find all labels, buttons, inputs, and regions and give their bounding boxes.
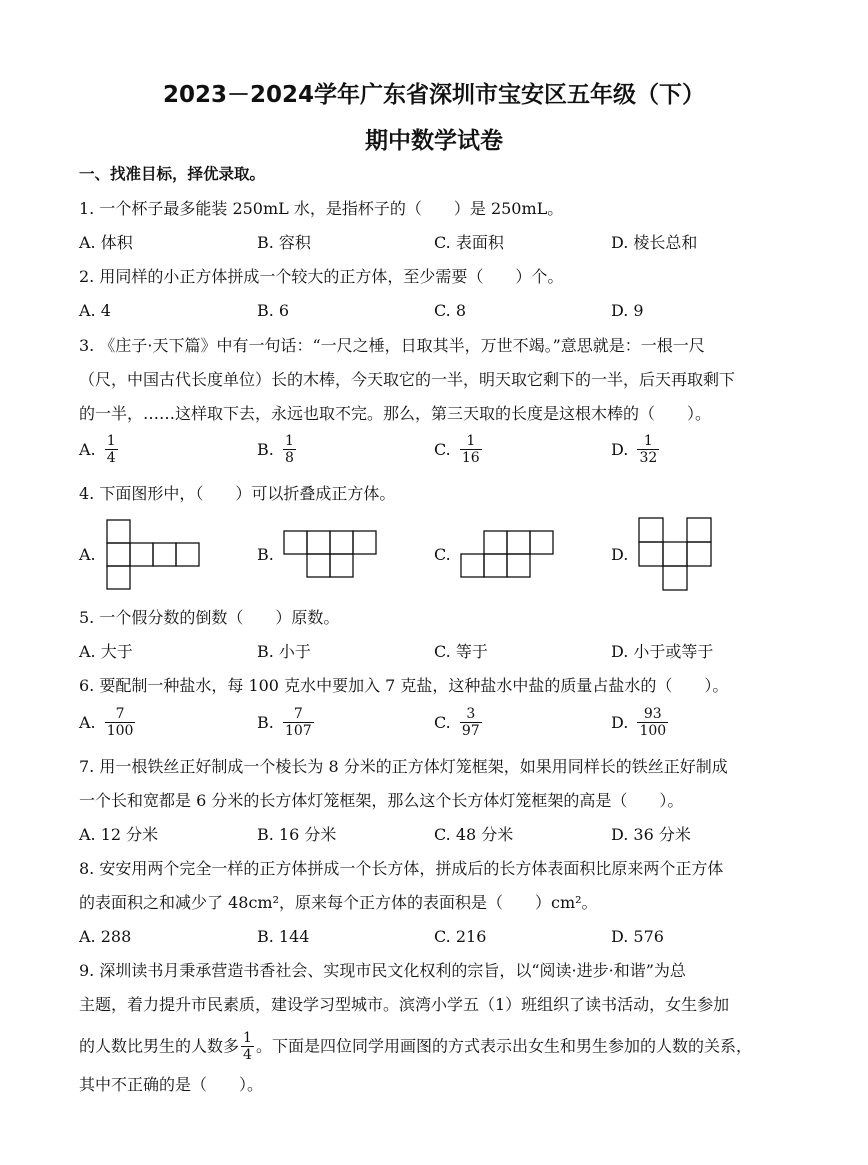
fraction-numerator: 1 (460, 433, 482, 450)
q8-option-d[interactable]: D. 576 (611, 927, 664, 946)
q4-option-c-label[interactable]: C. (434, 545, 451, 564)
option-label: A. (79, 712, 96, 732)
question-6-stem: 6. 要配制一种盐水，每 100 克水中要加入 7 克盐，这种盐水中盐的质量占盐水的（ ）。 (79, 676, 729, 695)
q4-option-a-label[interactable]: A. (79, 545, 96, 564)
line-text: 。下面是四位同学用画图的方式表示出女生和男生参加的人数的关系， (255, 1036, 752, 1056)
question-8-stem-line-2: 的表面积之和减少了 48cm²，原来每个正方体的表面积是（ ）cm²。 (79, 893, 598, 912)
fraction-denominator: 4 (243, 1047, 252, 1063)
q8-option-c[interactable]: C. 216 (434, 927, 487, 946)
option-label: B. (257, 712, 274, 732)
fraction (105, 433, 118, 466)
fraction (637, 706, 668, 739)
option-label: A. (79, 439, 96, 459)
q1-option-d[interactable]: D. 棱长总和 (611, 233, 698, 252)
q3-option-d[interactable] (611, 433, 659, 466)
question-1-stem: 1. 一个杯子最多能装 250mL 水，是指杯子的（ ）是 250mL。 (79, 199, 564, 218)
question-9-stem-line-3 (79, 1030, 752, 1063)
fraction-numerator: 1 (637, 433, 659, 450)
fraction (637, 433, 659, 466)
q1-option-b[interactable]: B. 容积 (257, 233, 311, 252)
q3-option-a[interactable] (79, 433, 118, 466)
fraction-numerator: 7 (105, 706, 136, 723)
option-label: D. (611, 712, 629, 732)
q7-option-b[interactable]: B. 16 分米 (257, 825, 337, 844)
question-3-stem-line-3: 的一半，……这样取下去，永远也取不完。那么，第三天取的长度是这根木棒的（ ）。 (79, 404, 712, 423)
q8-option-a[interactable]: A. 288 (79, 927, 132, 946)
fraction-denominator: 32 (639, 450, 658, 466)
cube-net-b[interactable] (282, 529, 382, 581)
fraction (460, 706, 482, 739)
q6-option-a[interactable] (79, 706, 135, 739)
fraction (241, 1030, 254, 1063)
question-7-stem-line-2: 一个长和宽都是 6 分米的长方体灯笼框架，那么这个长方体灯笼框架的高是（ ）。 (79, 791, 684, 810)
fraction-numerator: 93 (637, 706, 668, 723)
q4-option-b-label[interactable]: B. (257, 545, 274, 564)
question-3-stem-line-2: （尺，中国古代长度单位）长的木棒，今天取它的一半，明天取它剩下的一半，后天再取剩下 (79, 370, 736, 389)
fraction (283, 433, 296, 466)
cube-net-d[interactable] (637, 516, 717, 594)
q3-option-c[interactable] (434, 433, 482, 466)
fraction-numerator: 1 (106, 433, 116, 449)
q2-option-d[interactable]: D. 9 (611, 301, 644, 320)
cube-net-c[interactable] (459, 529, 559, 581)
fraction-numerator: 3 (460, 706, 482, 723)
fraction-numerator: 7 (283, 706, 314, 723)
fraction-denominator: 8 (284, 450, 294, 466)
q5-option-b[interactable]: B. 小于 (257, 642, 311, 661)
fraction-numerator: 1 (243, 1030, 252, 1046)
q8-option-b[interactable]: B. 144 (257, 927, 310, 946)
fraction-denominator: 4 (106, 450, 116, 466)
cube-net-a[interactable] (104, 518, 204, 592)
q1-option-c[interactable]: C. 表面积 (434, 233, 504, 252)
page-title: 2023－2024学年广东省深圳市宝安区五年级（下） (162, 82, 706, 108)
fraction-denominator: 107 (284, 723, 312, 739)
question-3-stem-line-1: 3. 《庄子·天下篇》中有一句话：“一尺之棰，日取其半，万世不竭。”意思就是：一根一尺 (79, 336, 705, 355)
fraction-numerator: 1 (284, 433, 294, 449)
question-2-stem: 2. 用同样的小正方体拼成一个较大的正方体，至少需要（ ）个。 (79, 267, 564, 286)
q7-option-d[interactable]: D. 36 分米 (611, 825, 691, 844)
option-label: C. (434, 439, 451, 459)
q3-option-b[interactable] (257, 433, 296, 466)
q7-option-c[interactable]: C. 48 分米 (434, 825, 514, 844)
q5-option-d[interactable]: D. 小于或等于 (611, 642, 714, 661)
question-5-stem: 5. 一个假分数的倒数（ ）原数。 (79, 608, 340, 627)
option-label: C. (434, 712, 451, 732)
q7-option-a[interactable]: A. 12 分米 (79, 825, 159, 844)
fraction-denominator: 16 (461, 450, 480, 466)
question-9-stem-line-1: 9. 深圳读书月秉承营造书香社会、实现市民文化权利的宗旨，以“阅读·进步·和谐”为总 (79, 961, 686, 980)
q1-option-a[interactable]: A. 体积 (79, 233, 133, 252)
q2-option-a[interactable]: A. 4 (79, 301, 111, 320)
fraction (460, 433, 482, 466)
q6-option-c[interactable] (434, 706, 482, 739)
option-label: B. (257, 439, 274, 459)
option-label: D. (611, 439, 629, 459)
fraction (283, 706, 314, 739)
q4-option-d-label[interactable]: D. (611, 545, 629, 564)
section-heading: 一、找准目标，择优录取。 (79, 165, 266, 183)
q5-option-c[interactable]: C. 等于 (434, 642, 488, 661)
fraction-denominator: 100 (106, 723, 134, 739)
question-4-stem: 4. 下面图形中，（ ）可以折叠成正方体。 (79, 484, 396, 503)
q2-option-c[interactable]: C. 8 (434, 301, 467, 320)
q2-option-b[interactable]: B. 6 (257, 301, 290, 320)
fraction-denominator: 100 (639, 723, 667, 739)
q6-option-d[interactable] (611, 706, 668, 739)
question-8-stem-line-1: 8. 安安用两个完全一样的正方体拼成一个长方体，拼成后的长方体表面积比原来两个正方体 (79, 859, 724, 878)
question-7-stem-line-1: 7. 用一根铁丝正好制成一个棱长为 8 分米的正方体灯笼框架，如果用同样长的铁丝正好制成 (79, 757, 728, 776)
question-9-stem-line-4: 其中不正确的是（ ）。 (79, 1075, 264, 1094)
fraction (105, 706, 136, 739)
page-subtitle: 期中数学试卷 (365, 128, 503, 154)
line-text: 的人数比男生的人数多 (79, 1036, 240, 1056)
q6-option-b[interactable] (257, 706, 314, 739)
question-9-stem-line-2: 主题，着力提升市民素质，建设学习型城市。滨湾小学五（1）班组织了读书活动，女生参加 (79, 995, 730, 1014)
fraction-denominator: 97 (461, 723, 480, 739)
q5-option-a[interactable]: A. 大于 (79, 642, 133, 661)
